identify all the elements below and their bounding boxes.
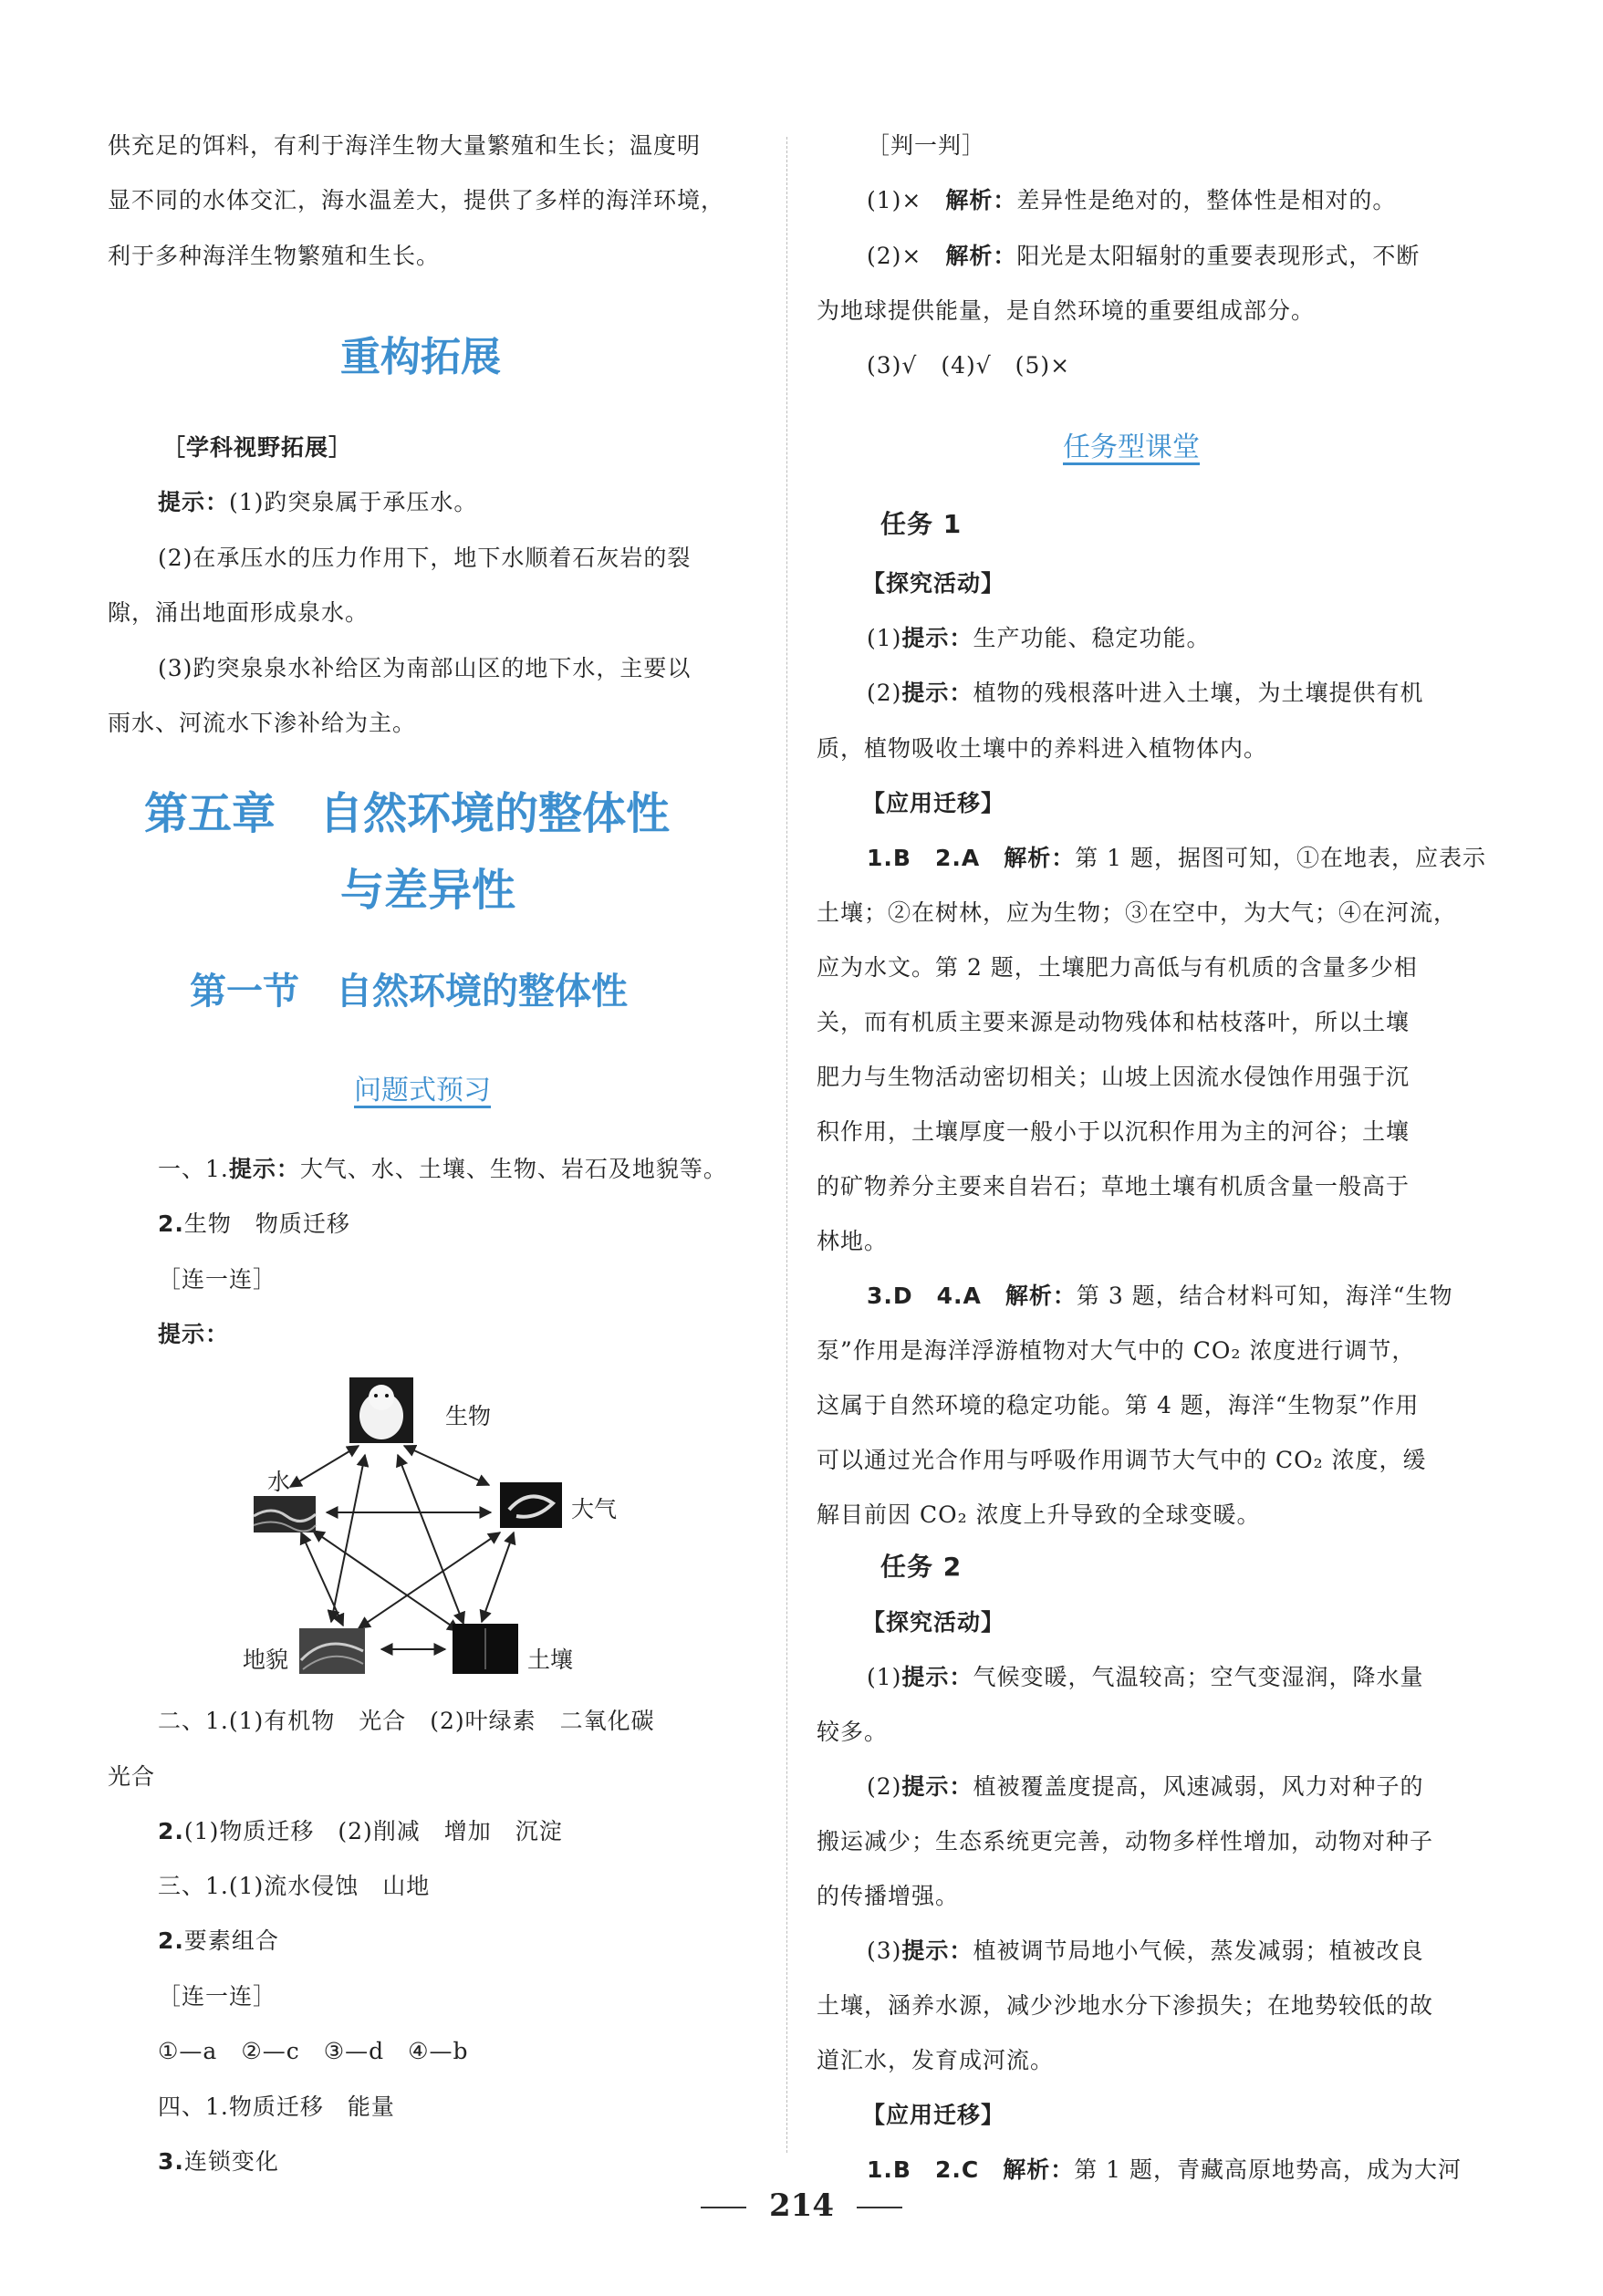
answer-line: 林地。 [817, 1228, 889, 1254]
explore-heading: 【探究活动】 [862, 570, 1005, 597]
atmosphere-image [500, 1482, 562, 1528]
tip-line: 提示：(1)趵突泉属于承压水。 [158, 489, 478, 515]
water-image [254, 1496, 316, 1532]
connect-heading: ［连一连］ [158, 1983, 277, 2010]
answer-line: 3.D 4.A 解析：第 3 题，结合材料可知，海洋“生物 [867, 1283, 1453, 1309]
judge-line: 为地球提供能量，是自然环境的重要组成部分。 [817, 297, 1316, 324]
judge-line: (3)√ (4)√ (5)× [867, 352, 1071, 379]
answer-line: (2)提示：植物的残根落叶进入土壤，为土壤提供有机 [867, 680, 1424, 706]
answer-line: (3)提示：植被调节局地小气候，蒸发减弱；植被改良 [867, 1938, 1424, 1964]
intro-line: 利于多种海洋生物繁殖和生长。 [108, 243, 441, 269]
answer-line: 3.连锁变化 [158, 2148, 279, 2175]
tip-line: (3)趵突泉泉水补给区为南部山区的地下水，主要以 [158, 655, 692, 681]
answer-line: 较多。 [817, 1719, 889, 1745]
judge-heading: ［判一判］ [867, 132, 986, 159]
page-number: 214 [769, 2187, 834, 2224]
soil-image [453, 1624, 518, 1674]
chapter-title: 第五章 自然环境的整体性 [144, 788, 671, 839]
connect-heading: ［连一连］ [158, 1266, 277, 1293]
intro-line: 供充足的饵料，有利于海洋生物大量繁殖和生长；温度明 [108, 132, 702, 159]
answer-line: 的传播增强。 [817, 1883, 960, 1909]
diagram-label-water: 水 [267, 1469, 291, 1495]
chapter-title-cont: 与差异性 [340, 865, 516, 916]
tip-line: (2)在承压水的压力作用下，地下水顺着石灰岩的裂 [158, 545, 692, 571]
match-line: ①—a ②—c ③—d ④—b [158, 2038, 469, 2064]
polar-bear-image [349, 1377, 413, 1443]
task-classroom-title: 任务型课堂 [1063, 431, 1200, 463]
diagram-label-landform: 地貌 [243, 1647, 289, 1673]
answer-line: 关，而有机质主要来源是动物残体和枯枝落叶，所以土壤 [817, 1009, 1410, 1035]
answer-line: 2.生物 物质迁移 [158, 1210, 350, 1237]
answer-line: 土壤，涵养水源，减少沙地水分下渗损失；在地势较低的故 [817, 1992, 1434, 2019]
apply-heading: 【应用迁移】 [862, 790, 1005, 816]
judge-line: (1)× 解析：差异性是绝对的，整体性是相对的。 [867, 187, 1397, 213]
answer-line: 2.要素组合 [158, 1927, 279, 1954]
preview-title: 问题式预习 [354, 1075, 491, 1106]
page-footer [0, 2187, 1603, 2224]
footer-dash [701, 2207, 746, 2208]
answer-line: 可以通过光合作用与呼吸作用调节大气中的 CO₂ 浓度，缓 [817, 1447, 1427, 1473]
column-divider [786, 137, 787, 2153]
answer-line: 二、1.(1)有机物 光合 (2)叶绿素 二氧化碳 [158, 1708, 655, 1734]
section-heading: 第一节 自然环境的整体性 [190, 971, 628, 1013]
explore-heading: 【探究活动】 [862, 1609, 1005, 1636]
diagram-label-bio: 生物 [445, 1403, 492, 1429]
answer-line: 一、1.提示：大气、水、土壤、生物、岩石及地貌等。 [158, 1156, 727, 1182]
footer-dash [857, 2207, 902, 2208]
answer-line: 光合 [108, 1763, 156, 1790]
answer-line: 质，植物吸收土壤中的养料进入植物体内。 [817, 735, 1268, 762]
intro-line: 显不同的水体交汇，海水温差大，提供了多样的海洋环境， [108, 187, 725, 213]
answer-line: 土壤；②在树林，应为生物；③在空中，为大气；④在河流， [817, 899, 1458, 926]
answer-line: 积作用，土壤厚度一般小于以沉积作用为主的河谷；土壤 [817, 1118, 1410, 1145]
apply-heading: 【应用迁移】 [862, 2102, 1005, 2128]
subject-heading: ［学科视野拓展］ [162, 434, 353, 461]
answer-line: 肥力与生物活动密切相关；山坡上因流水侵蚀作用强于沉 [817, 1064, 1410, 1090]
answer-line: 的矿物养分主要来自岩石；草地土壤有机质含量一般高于 [817, 1173, 1410, 1200]
answer-line: (1)提示：气候变暖，气温较高；空气变湿润，降水量 [867, 1664, 1424, 1690]
answer-line: 搬运减少；生态系统更完善，动物多样性增加，动物对种子 [817, 1828, 1434, 1854]
task-heading: 任务 2 [880, 1552, 963, 1582]
tip-label: 提示： [158, 1321, 230, 1347]
task-heading: 任务 1 [880, 509, 963, 539]
answer-line: 2.(1)物质迁移 (2)削减 增加 沉淀 [158, 1818, 563, 1844]
answer-line: 四、1.物质迁移 能量 [158, 2093, 395, 2120]
answer-line: 应为水文。第 2 题，土壤肥力高低与有机质的含量多少相 [817, 954, 1418, 981]
diagram-label-soil: 土壤 [527, 1647, 574, 1673]
answer-line: 这属于自然环境的稳定功能。第 4 题，海洋“生物泵”作用 [817, 1392, 1420, 1418]
environment-pentagon-diagram [108, 1359, 760, 1697]
answer-line: (1)提示：生产功能、稳定功能。 [867, 625, 1211, 651]
landform-image [299, 1628, 365, 1674]
judge-line: (2)× 解析：阳光是太阳辐射的重要表现形式，不断 [867, 243, 1421, 269]
answer-line: 三、1.(1)流水侵蚀 山地 [158, 1873, 431, 1899]
tip-line: 雨水、河流水下渗补给为主。 [108, 710, 417, 736]
tip-line: 隙，涌出地面形成泉水。 [108, 599, 370, 626]
answer-line: (2)提示：植被覆盖度提高，风速减弱，风力对种子的 [867, 1773, 1424, 1800]
answer-line: 道汇水，发育成河流。 [817, 2047, 1055, 2073]
section-title: 重构拓展 [340, 334, 501, 380]
answer-line: 1.B 2.A 解析：第 1 题，据图可知，①在地表，应表示 [867, 845, 1487, 871]
diagram-label-air: 大气 [571, 1496, 618, 1522]
answer-line: 解目前因 CO₂ 浓度上升导致的全球变暖。 [817, 1501, 1261, 1528]
answer-line: 泵”作用是海洋浮游植物对大气中的 CO₂ 浓度进行调节， [817, 1337, 1416, 1364]
answer-line: 1.B 2.C 解析：第 1 题，青藏高原地势高，成为大河 [867, 2156, 1462, 2183]
